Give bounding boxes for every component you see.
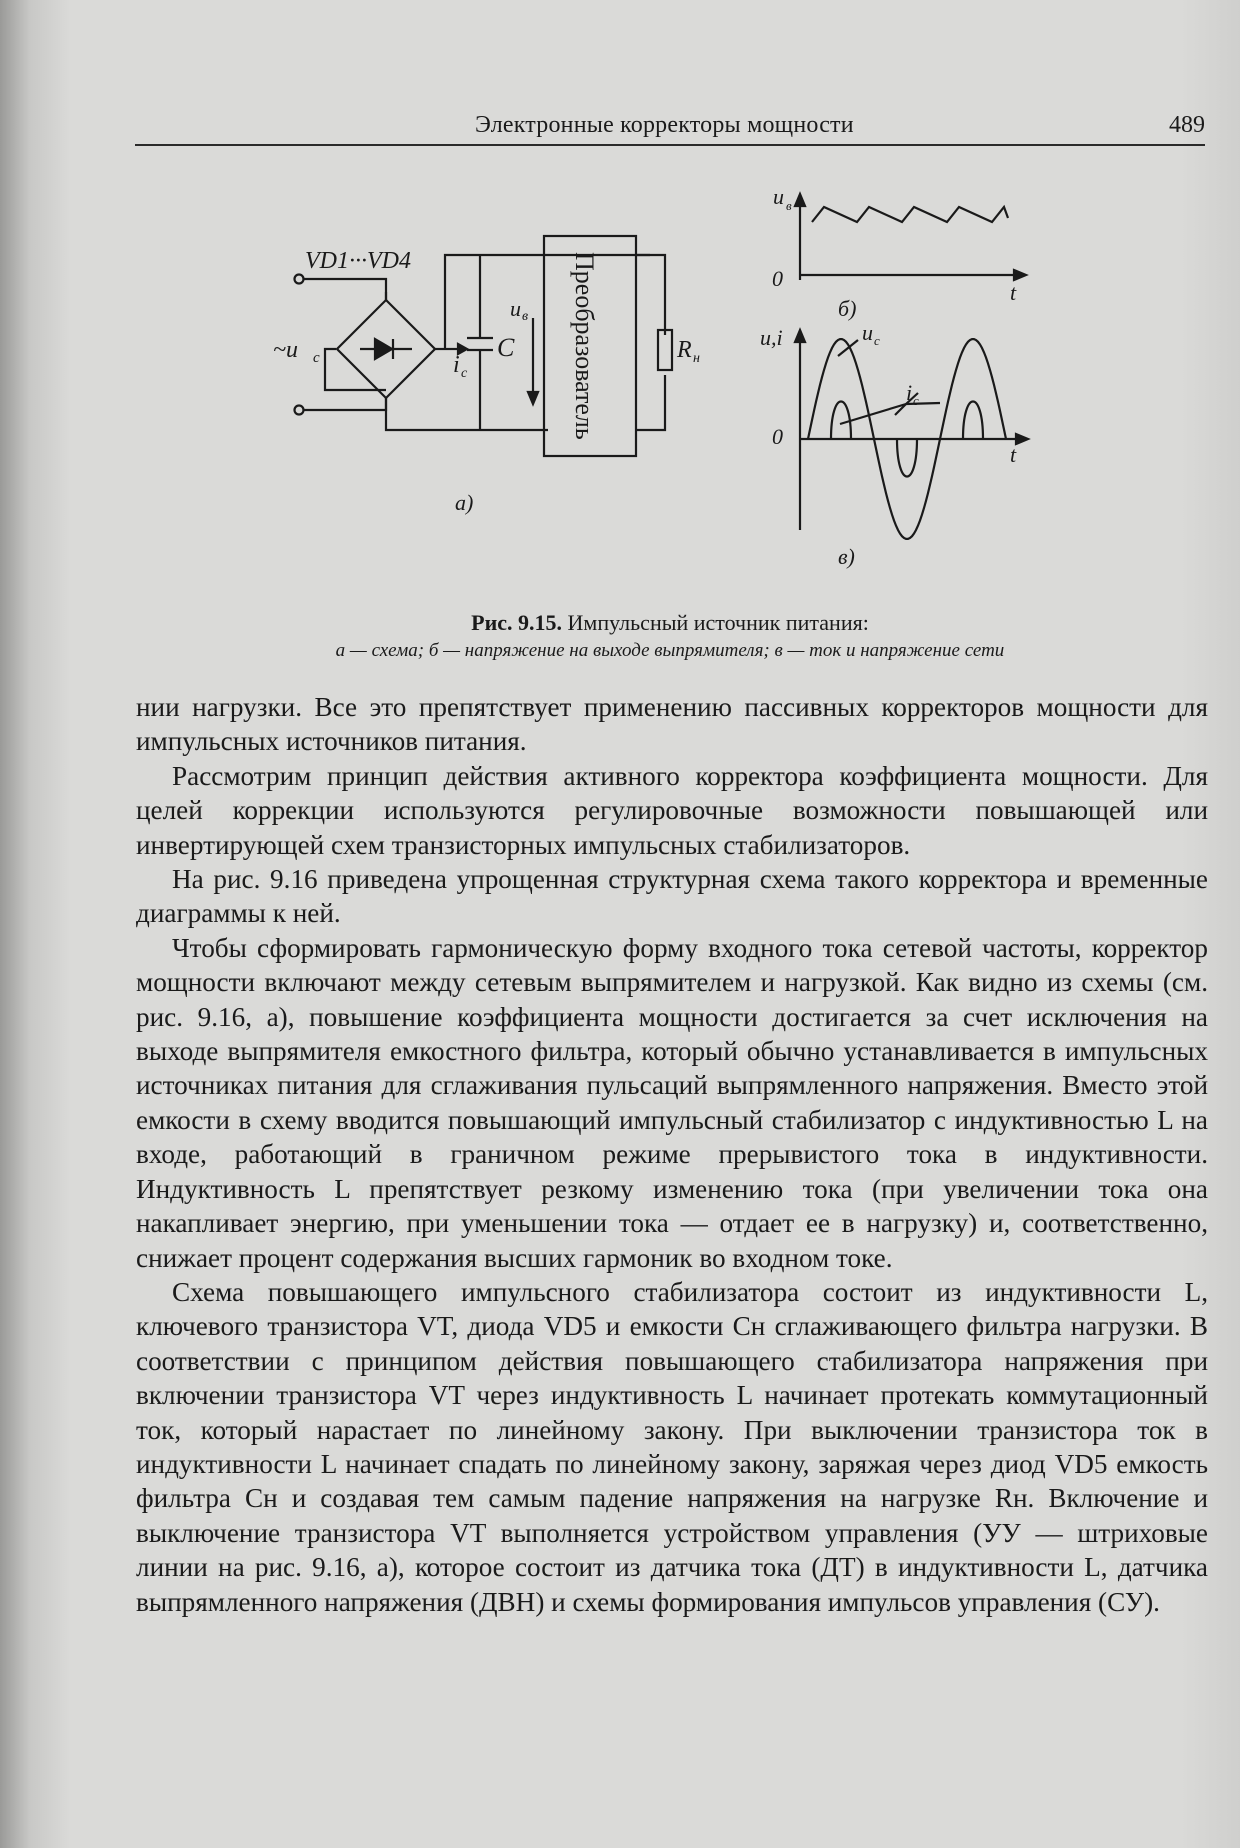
input-terminal-bottom	[295, 406, 304, 415]
diode-symbol	[375, 339, 392, 359]
b-zero-label: 0	[772, 266, 783, 291]
input-terminal-top	[295, 275, 304, 284]
paragraph-2: Рассмотрим принцип действия активного корректора коэффициента мощности. Для целей коррекции используются регулировочные возможности повышающей или инвертирующей схем транзисторных импульсных стабилизаторов.	[136, 760, 1208, 860]
panel-a-label: а)	[455, 490, 474, 515]
rectified-voltage-waveform	[812, 207, 1008, 222]
caption-figure-title: Импульсный источник питания:	[562, 610, 869, 635]
paragraph-4: Чтобы сформировать гармоническую форму входного тока сетевой частоты, корректор мощности включают между сетевым выпрямителем и нагрузкой. Как видно из схемы (см. рис. 9.16, а), повышение коэффициента мощности достигается за счет исключения на выходе выпрямителя емкостного фильтра, который обычно устанавливается в импульсных источниках питания для сглаживания пульсаций выпрямленного напряжения. Вместо этой емкости в схему вводится повышающий импульсный стабилизатор с индуктивностью L на входе, работающий в граничном режиме прерывистого тока в индуктивности. Индуктивность L препятствует резкому изменению тока (при увеличении тока она накапливает энергию, при уменьшении тока — отдает ее в нагрузку) и, соответственно, снижает процент содержания высших гармоник во входном токе.	[136, 932, 1208, 1273]
c-uc-label: u	[862, 320, 873, 345]
running-title: Электронные корректоры мощности	[475, 112, 854, 138]
paragraph-5: Схема повышающего импульсного стабилизатора состоит из индуктивности L, ключевого транзистора VT, диода VD5 и емкости Cн сглаживающего фильтра нагрузки. В соответствии с принципом действия повышающего стабилизатора напряжения при включении транзистора VT через индуктивность L начинает протекать коммутационный ток, который нарастает по линейному закону. При выключении транзистора ток в индуктивности L начинает спадать по линейному закону, заряжая через диод VD5 емкость фильтра Cн и создавая тем самым падение напряжения на нагрузке Rн. Включение и выключение транзистора VT выполняется устройством управления (УУ — штриховые линии на рис. 9.16, а), которое состоит из датчика тока (ДТ) в индуктивности L, датчика выпрямленного напряжения (ДВН) и схемы формирования импульсов управления (СУ).	[136, 1276, 1208, 1617]
ic-label-sub: c	[461, 366, 468, 381]
source-label: ~u	[273, 337, 298, 363]
caption-figure-number: Рис. 9.15.	[471, 610, 563, 635]
c-ic-label: i	[906, 380, 913, 405]
load-label: R	[677, 337, 692, 363]
b-axis-y-sub: в	[786, 198, 792, 213]
b-axis-y-label: u	[773, 184, 784, 209]
figure-caption-title	[130, 610, 1210, 636]
page-number: 489	[1169, 112, 1205, 138]
converter-label: Преобразователь	[570, 252, 599, 440]
body-text	[136, 690, 1208, 1619]
c-zero-label: 0	[772, 424, 783, 449]
c-axis-y-label: u,i	[760, 325, 783, 350]
paragraph-1: нии нагрузки. Все это препятствует применению пассивных корректоров мощности для импульсных источников питания.	[136, 692, 1208, 757]
c-axis-x-label: t	[1010, 442, 1017, 467]
c-uc-sub: c	[874, 333, 880, 348]
paragraph-3: На рис. 9.16 приведена упрощенная структурная схема такого корректора и временные диаграммы к ней.	[136, 864, 1208, 929]
source-label-sub: c	[313, 350, 320, 366]
diode-bridge-label: VD1···VD4	[305, 248, 411, 274]
panel-b-label: б)	[838, 296, 857, 321]
b-axis-x-label: t	[1010, 280, 1017, 305]
ic-label: i	[453, 352, 460, 378]
panel-c-label: в)	[838, 544, 855, 569]
ub-label: u	[510, 296, 521, 321]
c-ic-sub: c	[913, 393, 919, 408]
load-resistor	[658, 330, 672, 370]
ub-label-sub: в	[522, 309, 529, 324]
figure-caption-subtitle: а — схема; б — напряжение на выходе выпрямителя; в — ток и напряжение сети	[335, 640, 1005, 661]
load-label-sub: н	[693, 351, 700, 366]
figure-drawing	[0, 0, 1240, 600]
capacitor-label: C	[497, 333, 515, 362]
